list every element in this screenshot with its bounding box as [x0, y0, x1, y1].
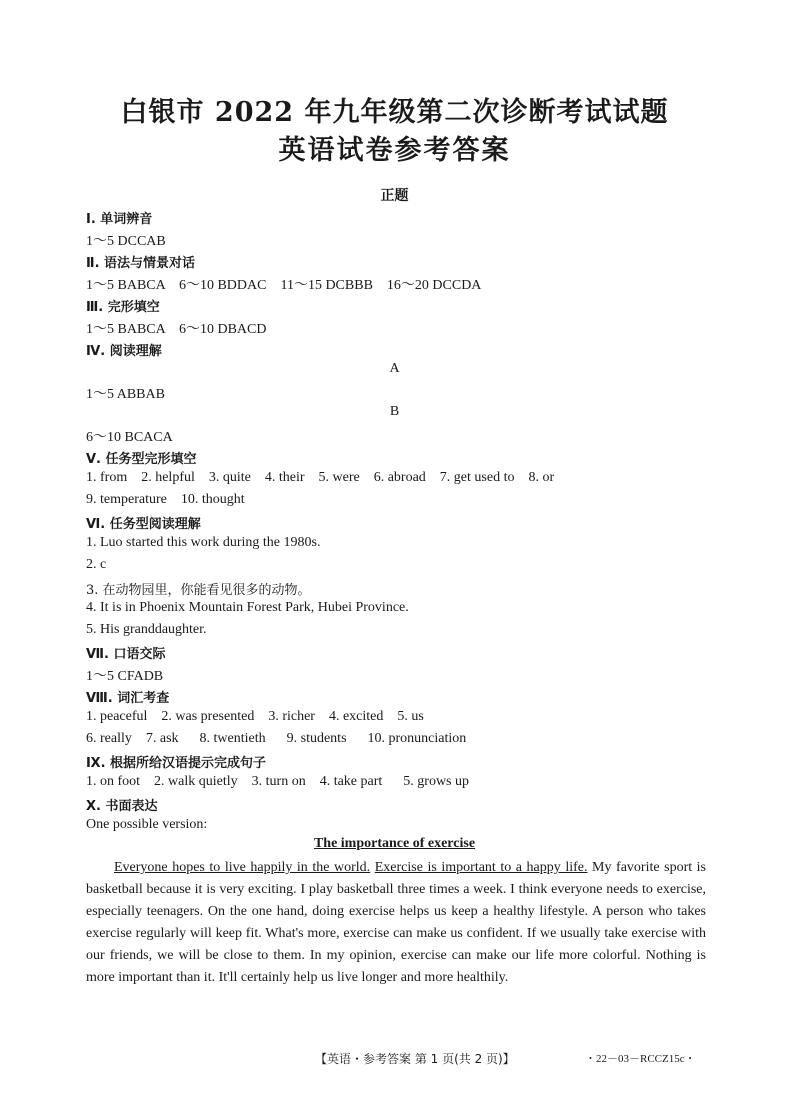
section-6-answer-4: 4. It is in Phoenix Mountain Forest Park, Hubei Province. — [86, 600, 409, 615]
section-8-heading: Ⅷ. 词汇考查 — [86, 691, 170, 706]
part-label: 正题 — [380, 188, 409, 204]
section-10-intro: One possible version: — [86, 817, 208, 832]
section-8-line-1: 1. peaceful 2. was presented 3. richer 4. excited 5. us — [86, 709, 424, 724]
page-title: 白银市 2022 年九年级第二次诊断考试试题 — [120, 97, 669, 128]
section-5-line-1: 1. from 2. helpful 3. quite 4. their 5. were 6. abroad 7. get used to 8. or — [86, 470, 555, 485]
section-4-answers-b: 6～10 BCACA — [86, 430, 173, 445]
section-4-heading: Ⅳ. 阅读理解 — [86, 344, 162, 359]
section-7-answers: 1～5 CFADB — [86, 669, 164, 684]
section-6-answer-1: 1. Luo started this work during the 1980s. — [86, 535, 321, 550]
section-6-answer-3: 3. 在动物园里，你能看见很多的动物。 — [86, 583, 311, 598]
page-footer: 【英语・参考答案 第 1 页(共 2 页)】 — [315, 1052, 515, 1066]
section-7-heading: Ⅶ. 口语交际 — [86, 647, 166, 662]
essay-topic-sentence-1: Everyone hopes to live happily in the world. — [114, 860, 371, 875]
section-8-line-2: 6. really 7. ask 8. twentieth 9. students 10. pronunciation — [86, 731, 467, 746]
essay-title — [0, 836, 789, 852]
section-3-heading: Ⅲ. 完形填空 — [86, 300, 160, 315]
section-1-heading: Ⅰ. 单词辨音 — [86, 212, 153, 227]
section-6-answer-5: 5. His granddaughter. — [86, 622, 207, 637]
essay-text: My favorite sport is basketball because it is very exciting. I play basketball three times a week. I think everyone needs to exercise, especially teenagers. On the one hand, doing exercise helps us keep a healthy lifestyle. A person who takes exercise regularly will keep fit. What's more, exercise can make us confident. If we usually take exercise with our friends, we will be close to them. In my opinion, exercise can make our life more colorful. Nothing is more important than it. It'll certainly help us live longer and more healthily. — [86, 860, 707, 985]
section-4-answers-a: 1～5 ABBAB — [86, 387, 165, 402]
passage-b-label: B — [389, 404, 400, 419]
section-2-heading: Ⅱ. 语法与情景对话 — [86, 256, 196, 271]
section-9-heading: Ⅸ. 根据所给汉语提示完成句子 — [86, 756, 267, 771]
essay-title-text: The importance of exercise — [313, 836, 476, 851]
page-subtitle: 英语试卷参考答案 — [278, 135, 511, 166]
section-6-answer-2: 2. c — [86, 557, 107, 572]
essay-topic-sentence-2: Exercise is important to a happy life. — [374, 860, 588, 875]
section-6-heading: Ⅵ. 任务型阅读理解 — [86, 517, 201, 532]
section-5-line-2: 9. temperature 10. thought — [86, 492, 245, 507]
document-code: ・22－03－RCCZ15c・ — [585, 1053, 696, 1065]
section-5-heading: Ⅴ. 任务型完形填空 — [86, 452, 197, 467]
section-9-answers: 1. on foot 2. walk quietly 3. turn on 4. take part 5. grows up — [86, 774, 470, 789]
essay-body — [86, 857, 706, 989]
passage-a-label: A — [389, 361, 400, 376]
section-1-answers: 1～5 DCCAB — [86, 234, 166, 249]
section-3-answers: 1～5 BABCA 6～10 DBACD — [86, 322, 267, 337]
section-2-answers: 1～5 BABCA 6～10 BDDAC 11～15 DCBBB 16～20 DCCDA — [86, 278, 482, 293]
section-10-heading: Ⅹ. 书面表达 — [86, 799, 158, 814]
